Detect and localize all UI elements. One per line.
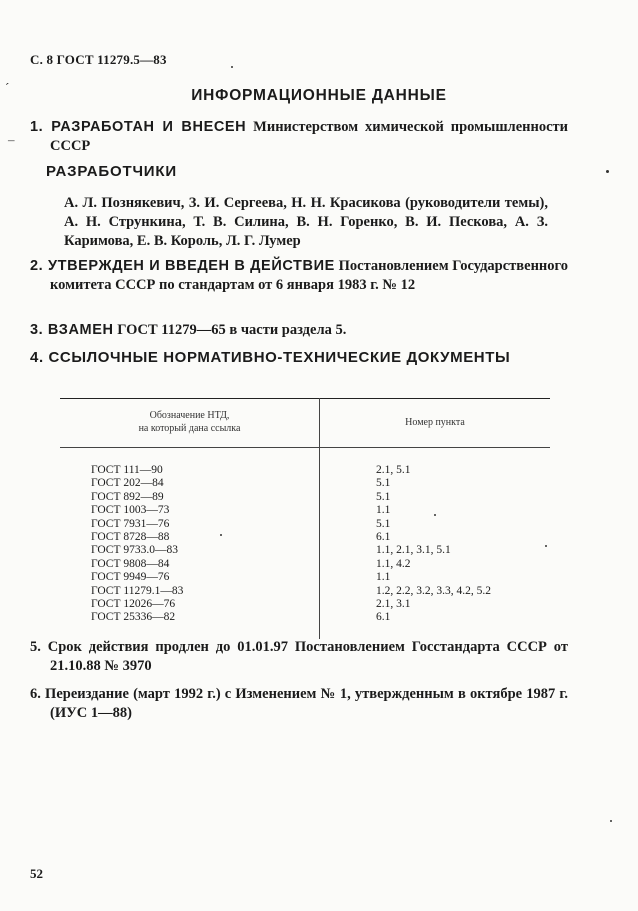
- developers-list: А. Л. Познякевич, З. И. Сергеева, Н. Н. Красикова (руководители темы), А. Н. Стрункина, Т. В. Силина, В. Н. Горенко, В. И. Пескова, А. З. Каримова, Е. В. Король, Л. Г. Лумер: [64, 195, 548, 249]
- scan-speck: [434, 514, 436, 516]
- clause-cell: 2.1, 3.1: [376, 598, 411, 611]
- scan-mark-tick: ˊ: [5, 80, 10, 95]
- table-row: [60, 491, 550, 504]
- scan-speck: [610, 820, 612, 822]
- scan-speck: [606, 170, 609, 173]
- doc-cell: ГОСТ 8728—88: [60, 531, 320, 544]
- doc-cell: ГОСТ 11279.1—83: [60, 585, 320, 598]
- scan-speck: [231, 66, 233, 68]
- table-row: [60, 598, 550, 611]
- scan-speck: [545, 545, 547, 547]
- clause-cell: 5.1: [376, 517, 391, 530]
- doc-cell: ГОСТ 9733.0—83: [60, 544, 320, 557]
- table-row: [60, 477, 550, 490]
- page-header: С. 8 ГОСТ 11279.5—83: [30, 52, 167, 67]
- clause-cell: 1.2, 2.2, 3.2, 3.3, 4.2, 5.2: [376, 584, 491, 597]
- col-doc-header: Обозначение НТД, на который дана ссылка: [60, 399, 320, 448]
- scan-speck: [220, 534, 222, 536]
- doc-cell: ГОСТ 7931—76: [60, 518, 320, 531]
- table-row: [60, 544, 550, 557]
- clause-cell: 1.1, 4.2: [376, 557, 411, 570]
- clause-cell: 6.1: [376, 611, 391, 624]
- table-row: [60, 504, 550, 517]
- table-row: [60, 571, 550, 584]
- table-row: [60, 585, 550, 598]
- doc-cell: ГОСТ 202—84: [60, 477, 320, 490]
- item-approved: [30, 257, 568, 295]
- clause-cell: 1.1: [376, 504, 391, 517]
- doc-cell: ГОСТ 9808—84: [60, 558, 320, 571]
- item2-text: Постановлением Государственного комитета СССР по стандартам от 6 января 1983 г. № 12: [50, 258, 568, 293]
- item4-heading: 4. ССЫЛОЧНЫЕ НОРМАТИВНО-ТЕХНИЧЕСКИЕ ДОКУМЕНТЫ: [30, 349, 511, 366]
- doc-cell: ГОСТ 111—90: [60, 448, 320, 478]
- doc-cell: ГОСТ 25336—82: [60, 611, 320, 638]
- item-validity: 5. Срок действия продлен до 01.01.97 Постановлением Госстандарта СССР от 21.10.88 № 3970: [30, 639, 568, 674]
- item-developed-by: [30, 118, 568, 156]
- table-row: [60, 611, 550, 638]
- col-clause-header: Номер пункта: [405, 416, 465, 428]
- table-row: [60, 518, 550, 531]
- doc-cell: ГОСТ 892—89: [60, 491, 320, 504]
- table-row: [60, 558, 550, 571]
- developers-heading: РАЗРАБОТЧИКИ: [46, 163, 177, 180]
- clause-cell: 1.1: [376, 571, 391, 584]
- doc-cell: ГОСТ 12026—76: [60, 598, 320, 611]
- item1-text: Министерством химической промышленности СССР: [50, 119, 568, 154]
- item-references: [30, 349, 568, 367]
- clause-cell: 6.1: [376, 531, 391, 544]
- clause-cell: 5.1: [376, 490, 391, 503]
- references-table: [60, 398, 550, 639]
- clause-cell: 2.1, 5.1: [376, 464, 411, 476]
- page-title: ИНФОРМАЦИОННЫЕ ДАННЫЕ: [191, 87, 447, 104]
- item-reissue: 6. Переиздание (март 1992 г.) с Изменением № 1, утвержденным в октябре 1987 г. (ИУС 1—88): [30, 686, 568, 721]
- table-body: [60, 448, 550, 639]
- scan-mark-dash: –: [8, 132, 15, 147]
- table-row: [60, 531, 550, 544]
- clause-cell: 1.1, 2.1, 3.1, 5.1: [376, 544, 451, 557]
- table-header-row: [60, 399, 550, 448]
- item2-heading: 2. УТВЕРЖДЕН И ВВЕДЕН В ДЕЙСТВИЕ: [30, 258, 335, 274]
- item3-text: ГОСТ 11279—65 в части раздела 5.: [117, 322, 347, 338]
- clause-cell: 5.1: [376, 477, 391, 490]
- doc-cell: ГОСТ 9949—76: [60, 571, 320, 584]
- page-number: 52: [30, 866, 43, 881]
- table-row: [60, 448, 550, 478]
- item-replaces: [30, 321, 548, 340]
- item3-heading: 3. ВЗАМЕН: [30, 322, 114, 338]
- doc-cell: ГОСТ 1003—73: [60, 504, 320, 517]
- item1-heading: 1. РАЗРАБОТАН И ВНЕСЕН: [30, 119, 247, 135]
